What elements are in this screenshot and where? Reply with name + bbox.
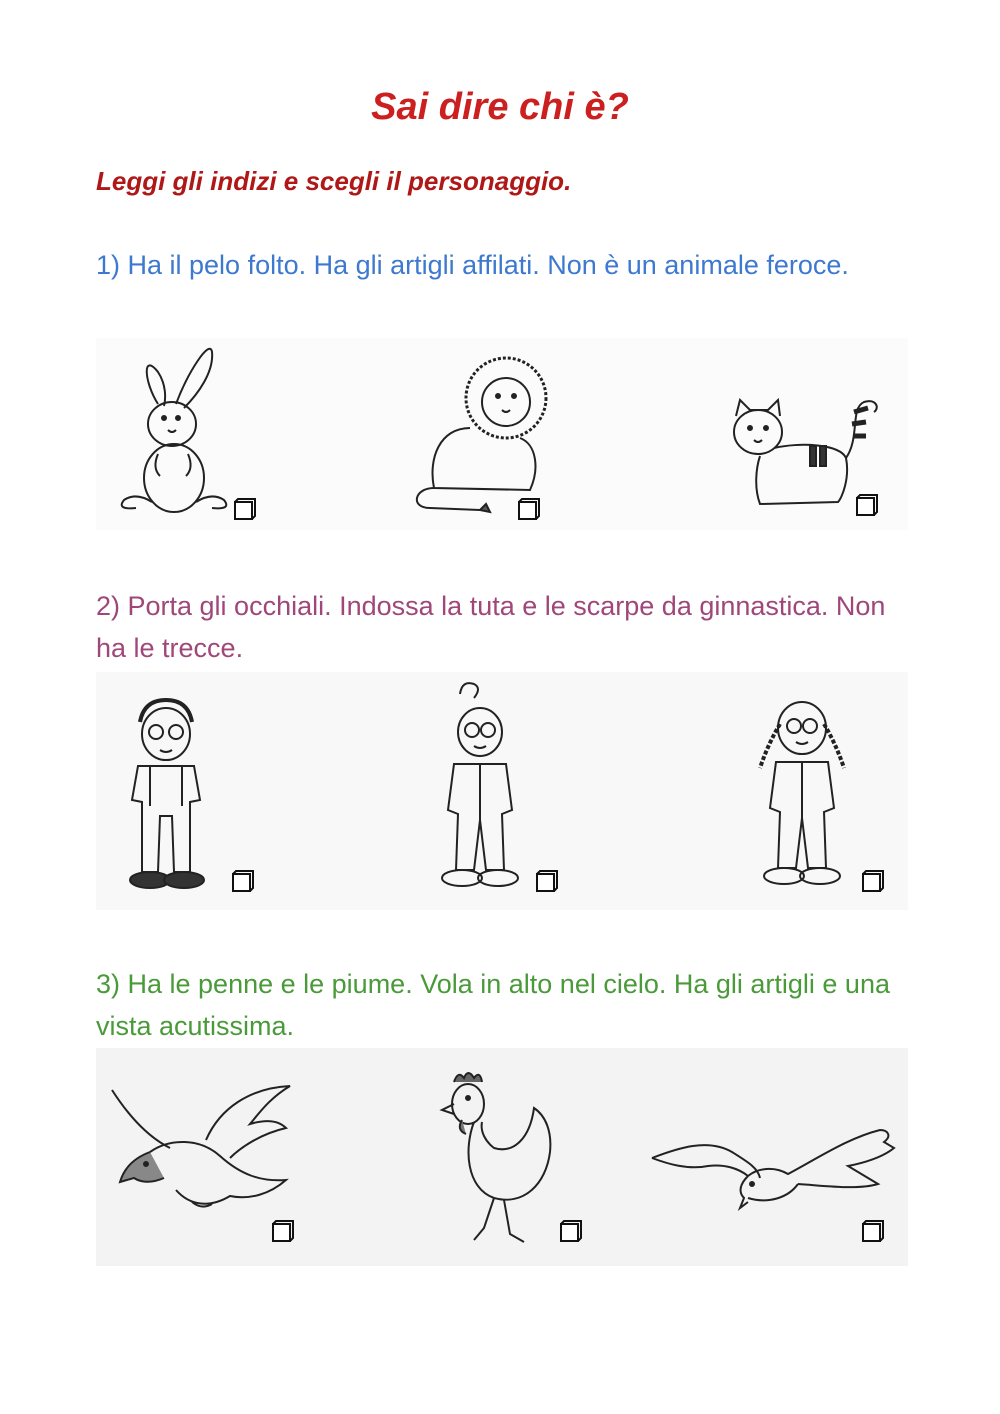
option-9-checkbox[interactable] [862,1220,884,1242]
option-2-checkbox[interactable] [518,498,540,520]
option-6-checkbox[interactable] [862,870,884,892]
page-title: Sai dire chi è? [371,86,629,128]
option-boy-overalls [96,672,296,910]
option-rabbit [96,338,356,530]
option-girl-ponytail [416,672,616,910]
boy-overalls-drawing [116,696,216,896]
lion-drawing [410,348,560,518]
hen-drawing [434,1068,564,1258]
option-1-checkbox[interactable] [234,498,256,520]
girl-ponytail-tracksuit-drawing [430,680,530,896]
option-4-checkbox[interactable] [232,870,254,892]
girl-braids-tracksuit-drawing [732,694,872,894]
option-hen [416,1048,606,1266]
option-3-checkbox[interactable] [856,494,878,516]
option-lion [396,338,596,530]
question-1-text: 1) Ha il pelo folto. Ha gli artigli affilati. Non è un animale feroce. [96,250,849,280]
question-2-options [96,672,908,910]
option-girl-braids [726,672,906,910]
question-3-text: 3) Ha le penne e le piume. Vola in alto nel cielo. Ha gli artigli e una vista acutissima. [96,969,890,1041]
rabbit-drawing [114,342,234,520]
question-3-options [96,1048,908,1266]
question-1-options [96,338,908,530]
seagull-drawing [648,1118,898,1228]
option-eagle [96,1048,306,1266]
option-cat [716,338,906,530]
option-8-checkbox[interactable] [560,1220,582,1242]
option-7-checkbox[interactable] [272,1220,294,1242]
option-5-checkbox[interactable] [536,870,558,892]
option-seagull [646,1048,906,1266]
eagle-drawing [110,1078,300,1238]
question-2-text: 2) Porta gli occhiali. Indossa la tuta e le scarpe da ginnastica. Non ha le trecce. [96,591,886,663]
instruction: Leggi gli indizi e scegli il personaggio. [96,166,572,196]
